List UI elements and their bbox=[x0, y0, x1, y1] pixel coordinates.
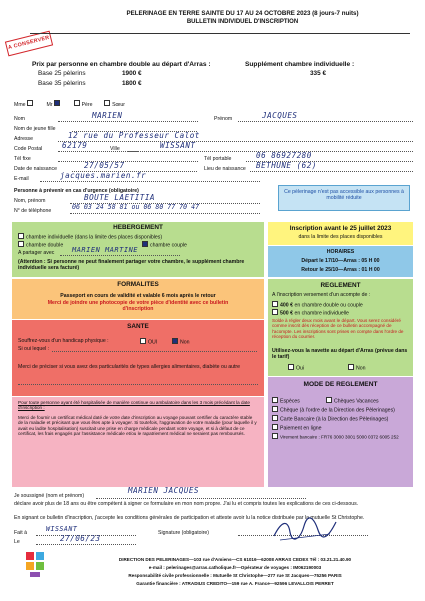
mme-checkbox[interactable] bbox=[27, 100, 33, 106]
assurance-section bbox=[12, 397, 264, 487]
formalites-passport: Passeport en cours de validité et valable 6 mois après le retour bbox=[60, 293, 216, 299]
hebergement-opt2[interactable]: chambre double bbox=[18, 241, 63, 249]
price-heading: Prix par personne en chambre double au départ d'Arras : bbox=[32, 61, 211, 68]
soeur-checkbox[interactable] bbox=[104, 100, 110, 106]
lieu-label: Lieu de naissance bbox=[204, 166, 246, 172]
hebergement-opt3[interactable]: chambre couple bbox=[142, 241, 187, 249]
single-supplement-heading: Supplément chambre individuelle : bbox=[245, 61, 355, 68]
prenom-label: Prénom bbox=[214, 116, 233, 122]
opt1-checkbox[interactable] bbox=[18, 233, 24, 239]
mode-reglement-title: MODE DE REGLEMENT bbox=[303, 381, 378, 388]
acompte-400-checkbox[interactable] bbox=[272, 301, 278, 307]
tel-fixe-label: Tél fixe bbox=[14, 156, 31, 162]
sante-section bbox=[12, 320, 264, 396]
allergies-field[interactable] bbox=[18, 384, 258, 385]
nom-field[interactable]: MARIEN bbox=[92, 111, 123, 120]
signature-scribble[interactable] bbox=[270, 514, 340, 544]
naissance-label: Date de naissance bbox=[14, 166, 57, 172]
assurance-intro: Pour toute personne ayant été hospitalisée de manière continue ou ambulatoire dans les 3 mois précédant la date d'inscription : bbox=[18, 400, 250, 411]
price-row2-label: Base 35 pèlerins bbox=[38, 80, 86, 87]
urgence-nom-label: Nom, prénom bbox=[14, 198, 46, 204]
le-field[interactable]: 27/06/23 bbox=[60, 534, 101, 543]
reglement-title: REGLEMENT bbox=[320, 282, 361, 289]
reglement-note: Solde à régler deux mois avant le départ. Vous serez considéré comme inscrit dès réception de ce bulletin accompagné de l'acompte. Les inscriptions sont prises en compte dans l'ordre de réception du courrier. bbox=[272, 318, 404, 340]
assurance-text: Merci de fournir un certificat médical daté de votre date d'inscription au voyage pouvant certifier du caractère stable de la maladie et précisant que vous êtes apte à voyager. Si toutefois, l'aggravation de votre maladie (pour laquelle il y avait eu ladite hospitalisation) suscitait une prise en charge médicale pendant votre voyage, et si à défaut de ce certificat, les frais engagés par l'assistance médicale et/ou le rapatriement médical ne seraient pas remboursés. bbox=[18, 415, 257, 437]
handicap-oui-checkbox[interactable] bbox=[140, 338, 146, 344]
soussigne-line bbox=[96, 498, 306, 499]
handicap-oui[interactable]: OUI bbox=[140, 338, 157, 346]
adresse-field[interactable]: 12 rue du Professeur Calot bbox=[68, 131, 200, 140]
urgence-tel-field[interactable]: 06 03 24 58 81 ou 06 80 77 70 47 bbox=[72, 203, 200, 211]
jeune-fille-label: Nom de jeune fille bbox=[14, 126, 56, 132]
reglement-opt2[interactable]: 500 € en chambre individuelle bbox=[272, 309, 349, 317]
inscription-limit: dans la limite des places disponibles bbox=[298, 234, 383, 240]
formalites-section bbox=[12, 279, 264, 319]
inscription-deadline: Inscription avant le 25 juillet 2023 bbox=[289, 225, 392, 232]
formalites-photocopy: Merci de joindre une photocopie de votre pièce d'identité avec ce bulletin d'inscription bbox=[47, 300, 229, 313]
horaires-depart: Départ le 17/10—Arras : 05 H 00 bbox=[301, 258, 380, 264]
nom-line bbox=[58, 121, 198, 122]
hebergement-opt1[interactable]: chambre individuelle (dans la limite des places disponibles) bbox=[18, 233, 162, 241]
acompte-500-checkbox[interactable] bbox=[272, 309, 278, 315]
cheque-checkbox[interactable] bbox=[272, 406, 278, 412]
si-oui-label: Si oui lequel : bbox=[18, 346, 50, 352]
navette-oui-checkbox[interactable] bbox=[288, 364, 294, 370]
handicap-non[interactable]: Non bbox=[172, 338, 190, 346]
urgence-tel-label: N° de téléphone bbox=[14, 208, 52, 214]
civility-mme[interactable]: Mme bbox=[14, 102, 35, 108]
cp-label: Code Postal bbox=[14, 146, 43, 152]
lieu-line bbox=[250, 171, 413, 172]
pay-virement[interactable]: Virement bancaire : FR76 3000 3001 5000 0372 6005 252 bbox=[272, 433, 412, 440]
si-oui-field[interactable] bbox=[52, 351, 257, 352]
mode-reglement-section bbox=[268, 377, 413, 487]
email-field[interactable]: jacques.marien.fr bbox=[60, 171, 147, 180]
allergies-label: Merci de préciser si vous avez des particularités de types allergies alimentaires, diabète ou autre bbox=[18, 364, 241, 370]
tel-fixe-field[interactable] bbox=[58, 161, 198, 162]
reglement-opt1[interactable]: 400 € en chambre double ou couple bbox=[272, 301, 363, 309]
civility-pere[interactable]: Père bbox=[74, 102, 93, 108]
le-line bbox=[36, 544, 136, 545]
partager-line bbox=[60, 255, 180, 256]
footer-guarantee: Garantie financière : ATRADIUS CREDITO—159 rue A. France—92596 LEVALLOIS PERRET bbox=[136, 581, 334, 586]
formalites-title: FORMALITES bbox=[117, 281, 159, 288]
declaration-text2: En signant ce bulletin d'inscription, j'accepte les conditions générales de participation et atteste avoir lu la notice distribuée par la mutuelle St Christophe. bbox=[14, 515, 365, 521]
prenom-line bbox=[238, 121, 413, 122]
urgence-nom-field[interactable]: BOUTE LAETITIA bbox=[84, 193, 156, 202]
price-row2-value: 1800 € bbox=[122, 80, 142, 87]
le-label: Le bbox=[14, 539, 20, 545]
navette-oui[interactable]: Oui bbox=[288, 364, 304, 372]
tel-portable-label: Tél portable bbox=[204, 156, 232, 162]
pay-carte[interactable]: Carte Bancaire (à la Direction des Pèlerinages) bbox=[272, 415, 412, 423]
a-conserver-stamp: A CONSERVER bbox=[5, 31, 53, 57]
en-ligne-checkbox[interactable] bbox=[272, 424, 278, 430]
diocese-logo bbox=[20, 548, 54, 582]
inscription-section bbox=[268, 222, 413, 245]
hebergement-attention: (Attention : Si personne ne peut finalement partager votre chambre, le supplément chambre individuelle sera facturé) bbox=[18, 259, 245, 272]
price-row1-value: 1900 € bbox=[122, 70, 142, 77]
virement-checkbox[interactable] bbox=[272, 433, 278, 439]
pay-en-ligne[interactable]: Paiement en ligne bbox=[272, 424, 322, 432]
opt3-checkbox[interactable] bbox=[142, 241, 148, 247]
adresse-line bbox=[58, 141, 413, 142]
lieu-field[interactable]: BETHUNE (62) bbox=[256, 161, 317, 170]
declaration-text1: déclare avoir plus de 18 ans ou être compétent à signer ce formulaire en mon nom propre. J'ai lu et compris toutes les explications de ces ci-dessous. bbox=[14, 501, 359, 507]
civility-soeur[interactable]: Sœur bbox=[104, 102, 125, 108]
pay-especes[interactable]: Espèces bbox=[272, 397, 300, 405]
soussigne-label: Je soussigné (nom et prénom) bbox=[14, 493, 85, 499]
tel-portable-field[interactable]: 06 86927280 bbox=[256, 151, 312, 160]
fait-label: Fait à bbox=[14, 530, 27, 536]
email-line bbox=[40, 181, 260, 182]
ville-field[interactable]: WISSANT bbox=[160, 141, 196, 150]
price-divider bbox=[30, 33, 410, 35]
cheques-vacances-checkbox[interactable] bbox=[326, 397, 332, 403]
sante-title: SANTE bbox=[127, 323, 149, 330]
civility-mr[interactable]: Mr bbox=[47, 102, 63, 108]
pay-cheques-vacances[interactable]: Chèques Vacances bbox=[326, 397, 379, 405]
mr-checkbox[interactable] bbox=[54, 100, 60, 106]
footer-email: e-mail : pelerinages@arras.catholique.fr—Opérateur de voyages : IM062190003 bbox=[148, 565, 322, 570]
page-title: PELERINAGE EN TERRE SAINTE DU 17 AU 24 OCTOBRE 2023 (8 jours-7 nuits) bbox=[126, 10, 359, 17]
prenom-field[interactable]: JACQUES bbox=[262, 111, 298, 120]
nom-label: Nom bbox=[14, 116, 25, 122]
horaires-retour: Retour le 25/10—Arras : 01 H 00 bbox=[301, 267, 380, 273]
carte-checkbox[interactable] bbox=[272, 415, 278, 421]
pere-checkbox[interactable] bbox=[74, 100, 80, 106]
page-subtitle: BULLETIN INDIVIDUEL D'INSCRIPTION bbox=[186, 19, 299, 25]
urgence-tel-line bbox=[70, 213, 260, 214]
cp-line bbox=[58, 151, 138, 152]
ville-label: Ville bbox=[110, 146, 120, 152]
adresse-label: Adresse bbox=[14, 136, 34, 142]
single-supplement-value: 335 € bbox=[310, 70, 326, 77]
hebergement-section bbox=[12, 222, 264, 277]
pay-cheque[interactable]: Chèque (à l'ordre de la Direction des Pèlerinages) bbox=[272, 406, 412, 414]
soussigne-field[interactable]: MARIEN JACQUES bbox=[128, 486, 200, 495]
cp-field[interactable]: 62179 bbox=[62, 141, 88, 150]
partager-label: A partager avec bbox=[18, 250, 55, 256]
navette-question: Utilisez-vous la navette au départ d'Arras (prévue dans le tarif) bbox=[272, 348, 408, 361]
handicap-label: Souffrez-vous d'un handicap physique : bbox=[18, 338, 109, 344]
civility-row bbox=[14, 100, 125, 108]
email-label: E-mail bbox=[14, 176, 29, 182]
footer-address: DIRECTION DES PELERINAGES—103 rue d'Amiens—CS 61016—62008 ARRAS CEDEX Tél : 03.21.21.40.90 bbox=[118, 557, 352, 562]
price-row1-label: Base 25 pèlerins bbox=[38, 70, 86, 77]
fait-field[interactable]: WISSANT bbox=[46, 525, 78, 533]
horaires-title: HORAIRES bbox=[326, 249, 355, 255]
navette-non-checkbox[interactable] bbox=[348, 364, 354, 370]
especes-checkbox[interactable] bbox=[272, 397, 278, 403]
footer-insurance: Responsabilité civile professionnelle : Mutuelle St Christophe—277 rue St Jacques—75256 PARIS bbox=[128, 573, 342, 578]
accessibility-note: Ce pèlerinage n'est pas accessible aux personnes à mobilité réduite bbox=[278, 185, 410, 211]
naissance-field[interactable]: 27/05/57 bbox=[84, 161, 125, 170]
reglement-intro: A l'inscription versement d'un acompte de : bbox=[272, 292, 371, 298]
handicap-non-checkbox[interactable] bbox=[172, 338, 178, 344]
signature-label: Signature (obligatoire) bbox=[158, 530, 210, 536]
opt2-checkbox[interactable] bbox=[18, 241, 24, 247]
horaires-section bbox=[268, 246, 413, 277]
navette-non[interactable]: Non bbox=[348, 364, 366, 372]
reglement-section bbox=[268, 279, 413, 376]
partager-field[interactable]: MARIEN MARTINE bbox=[72, 246, 139, 254]
urgence-heading: Personne à prévenir en cas d'urgence (obligatoire) bbox=[14, 188, 139, 194]
hebergement-title: HEBERGEMENT bbox=[113, 224, 163, 231]
